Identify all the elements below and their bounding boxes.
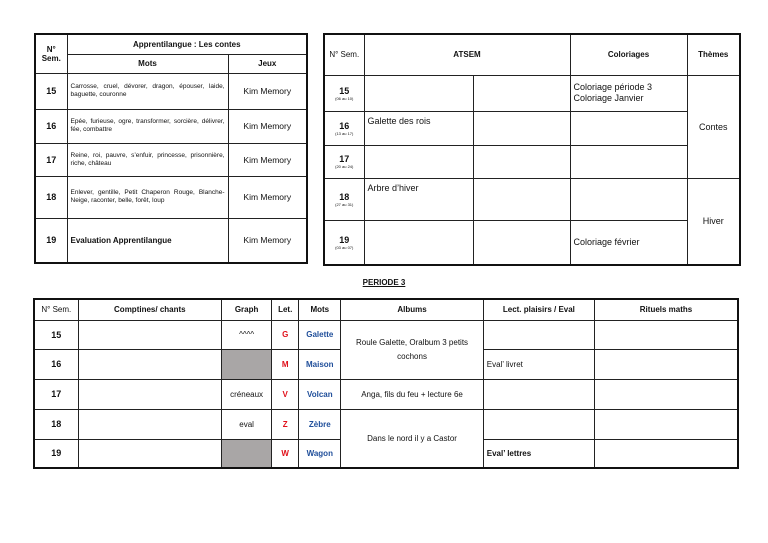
letter-cell: M — [272, 349, 299, 379]
coloriage-cell — [570, 178, 687, 220]
header-sem: N° Sem. — [324, 34, 364, 75]
header-title: Apprentilangue : Les contes — [67, 34, 307, 54]
sem-cell: 15 — [35, 73, 67, 109]
atsem-cell: Arbre d’hiver — [364, 178, 473, 220]
table-row — [35, 73, 307, 109]
header-mots: Mots — [299, 299, 341, 320]
graph-cell: ^^^^ — [222, 320, 272, 349]
table-row — [35, 176, 307, 218]
header-comptines: Comptines/ chants — [78, 299, 221, 320]
comptines-cell — [78, 349, 221, 379]
table-row — [324, 111, 740, 145]
table-row — [34, 409, 738, 439]
atsem-extra-cell — [473, 145, 570, 178]
comptines-cell — [78, 379, 221, 409]
theme-cell: Contes — [687, 75, 740, 178]
apprentilangue-table — [34, 33, 308, 264]
header-atsem: ATSEM — [364, 34, 570, 75]
header-sem: N° Sem. — [34, 299, 78, 320]
sem-cell: 19 — [35, 218, 67, 263]
atsem-cell: Galette des rois — [364, 111, 473, 145]
comptines-cell — [78, 439, 221, 468]
lect-cell — [483, 409, 594, 439]
jeux-cell: Kim Memory — [228, 109, 307, 143]
rituels-cell — [595, 379, 738, 409]
sem-cell: 17 (20 au 24) — [324, 145, 364, 178]
album-cell: Roule Galette, Oralbum 3 petits cochons — [341, 320, 483, 379]
comptines-cell — [78, 409, 221, 439]
header-jeux: Jeux — [228, 54, 307, 73]
coloriage-cell — [570, 145, 687, 178]
graph-cell: créneaux — [222, 379, 272, 409]
rituels-cell — [595, 439, 738, 468]
mots-cell: Evaluation Apprentilangue — [67, 218, 228, 263]
graph-cell — [222, 439, 272, 468]
atsem-extra-cell — [473, 75, 570, 111]
periode-table — [33, 298, 739, 469]
mot-cell: Zèbre — [299, 409, 341, 439]
sem-cell: 18 (27 au 31) — [324, 178, 364, 220]
letter-cell: V — [272, 379, 299, 409]
coloriage-cell — [570, 111, 687, 145]
atsem-cell — [364, 220, 473, 265]
mots-cell: Enlever, gentille, Petit Chaperon Rouge, Blanche-Neige, raconter, belle, forêt, loup — [67, 176, 228, 218]
atsem-cell — [364, 145, 473, 178]
sem-cell: 16 — [35, 109, 67, 143]
periode-title: PERIODE 3 — [362, 278, 406, 287]
letter-cell: G — [272, 320, 299, 349]
table-row — [34, 379, 738, 409]
album-cell: Dans le nord il y a Castor — [341, 409, 483, 468]
sem-cell: 19 (03 au 07) — [324, 220, 364, 265]
header-rituels: Rituels maths — [595, 299, 738, 320]
sem-cell: 16 — [34, 349, 78, 379]
header-themes: Thèmes — [687, 34, 740, 75]
mots-cell: Epée, furieuse, ogre, transformer, sorcière, délivrer, fée, combattre — [67, 109, 228, 143]
mot-cell: Maison — [299, 349, 341, 379]
letter-cell: Z — [272, 409, 299, 439]
rituels-cell — [595, 320, 738, 349]
header-sem: N° Sem. — [35, 34, 67, 73]
sem-cell: 17 — [35, 143, 67, 176]
jeux-cell: Kim Memory — [228, 218, 307, 263]
rituels-cell — [595, 409, 738, 439]
sem-cell: 17 — [34, 379, 78, 409]
atsem-table — [323, 33, 741, 266]
atsem-extra-cell — [473, 220, 570, 265]
lect-cell: Eval’ livret — [483, 349, 594, 379]
table-row — [35, 218, 307, 263]
header-let: Let. — [272, 299, 299, 320]
header-lect: Lect. plaisirs / Eval — [483, 299, 594, 320]
coloriage-cell: Coloriage février — [570, 220, 687, 265]
theme-cell: Hiver — [687, 178, 740, 265]
graph-cell — [222, 349, 272, 379]
mots-cell: Carrosse, cruel, dévorer, dragon, épouser, laide, baguette, couronne — [67, 73, 228, 109]
jeux-cell: Kim Memory — [228, 143, 307, 176]
mot-cell: Volcan — [299, 379, 341, 409]
header-graph: Graph — [222, 299, 272, 320]
coloriage-cell: Coloriage période 3 Coloriage Janvier — [570, 75, 687, 111]
graph-cell: eval — [222, 409, 272, 439]
sem-cell: 15 (06 au 10) — [324, 75, 364, 111]
rituels-cell — [595, 349, 738, 379]
sem-cell: 16 (13 au 17) — [324, 111, 364, 145]
mots-cell: Reine, roi, pauvre, s’enfuir, princesse, prisonnière, riche, château — [67, 143, 228, 176]
mot-cell: Galette — [299, 320, 341, 349]
jeux-cell: Kim Memory — [228, 73, 307, 109]
jeux-cell: Kim Memory — [228, 176, 307, 218]
comptines-cell — [78, 320, 221, 349]
table-row — [324, 75, 740, 111]
table-row — [35, 143, 307, 176]
header-albums: Albums — [341, 299, 483, 320]
sem-cell: 15 — [34, 320, 78, 349]
sem-cell: 18 — [35, 176, 67, 218]
header-coloriages: Coloriages — [570, 34, 687, 75]
lect-cell: Eval’ lettres — [483, 439, 594, 468]
table-row — [35, 109, 307, 143]
sem-cell: 18 — [34, 409, 78, 439]
atsem-cell — [364, 75, 473, 111]
table-row — [34, 320, 738, 349]
lect-cell — [483, 320, 594, 349]
mot-cell: Wagon — [299, 439, 341, 468]
lect-cell — [483, 379, 594, 409]
table-row — [324, 145, 740, 178]
sem-cell: 19 — [34, 439, 78, 468]
letter-cell: W — [272, 439, 299, 468]
album-cell: Anga, fils du feu + lecture 6e — [341, 379, 483, 409]
table-row — [324, 220, 740, 265]
table-row — [324, 178, 740, 220]
atsem-extra-cell — [473, 178, 570, 220]
header-mots: Mots — [67, 54, 228, 73]
atsem-extra-cell — [473, 111, 570, 145]
